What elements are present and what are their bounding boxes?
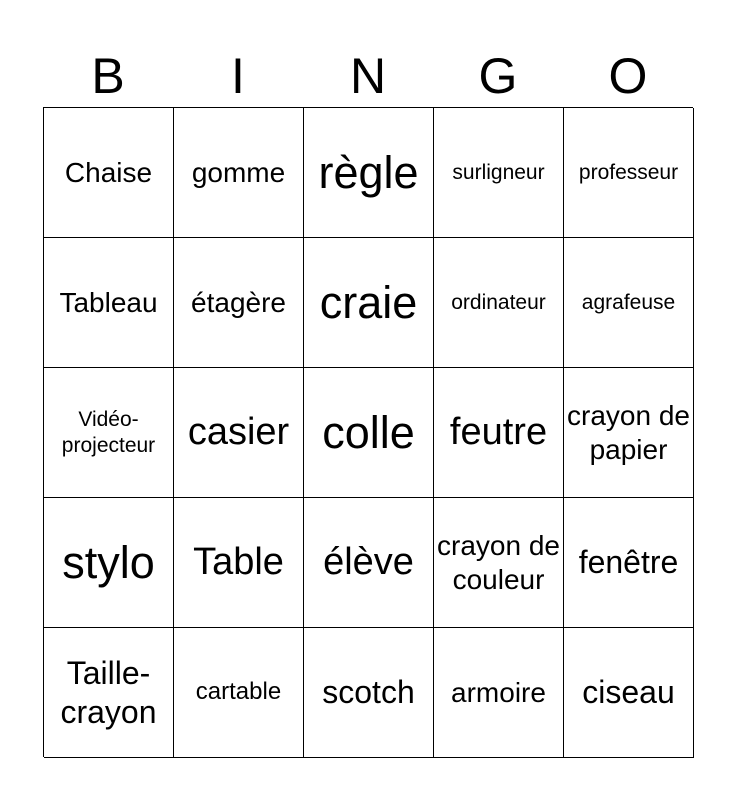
bingo-cell[interactable]: professeur (564, 108, 694, 238)
bingo-cell[interactable]: Tableau (44, 238, 174, 368)
bingo-cell[interactable]: casier (174, 368, 304, 498)
bingo-cell[interactable]: règle (304, 108, 434, 238)
bingo-cell[interactable]: élève (304, 498, 434, 628)
header-letter-b: B (91, 48, 125, 104)
header-letter-i: I (231, 48, 245, 104)
bingo-card (43, 107, 693, 757)
bingo-cell[interactable]: ordinateur (434, 238, 564, 368)
bingo-cell[interactable]: cartable (174, 628, 304, 758)
bingo-cell[interactable]: armoire (434, 628, 564, 758)
bingo-cell[interactable]: feutre (434, 368, 564, 498)
bingo-cell[interactable]: colle (304, 368, 434, 498)
bingo-cell[interactable]: ciseau (564, 628, 694, 758)
bingo-cell[interactable]: Taille-crayon (44, 628, 174, 758)
bingo-cell[interactable]: crayon de couleur (434, 498, 564, 628)
bingo-cell[interactable]: fenêtre (564, 498, 694, 628)
bingo-cell[interactable]: gomme (174, 108, 304, 238)
header-letter-n: N (349, 48, 387, 104)
bingo-cell[interactable]: étagère (174, 238, 304, 368)
bingo-cell[interactable]: Vidéo-projecteur (44, 368, 174, 498)
bingo-header (43, 45, 693, 107)
bingo-cell[interactable]: craie (304, 238, 434, 368)
bingo-cell[interactable]: scotch (304, 628, 434, 758)
header-letter-g: G (478, 48, 518, 104)
bingo-cell[interactable]: agrafeuse (564, 238, 694, 368)
bingo-cell[interactable]: Table (174, 498, 304, 628)
bingo-cell[interactable]: stylo (44, 498, 174, 628)
header-letter-o: O (608, 48, 648, 104)
bingo-cell[interactable]: crayon de papier (564, 368, 694, 498)
bingo-cell[interactable]: surligneur (434, 108, 564, 238)
bingo-cell[interactable]: Chaise (44, 108, 174, 238)
